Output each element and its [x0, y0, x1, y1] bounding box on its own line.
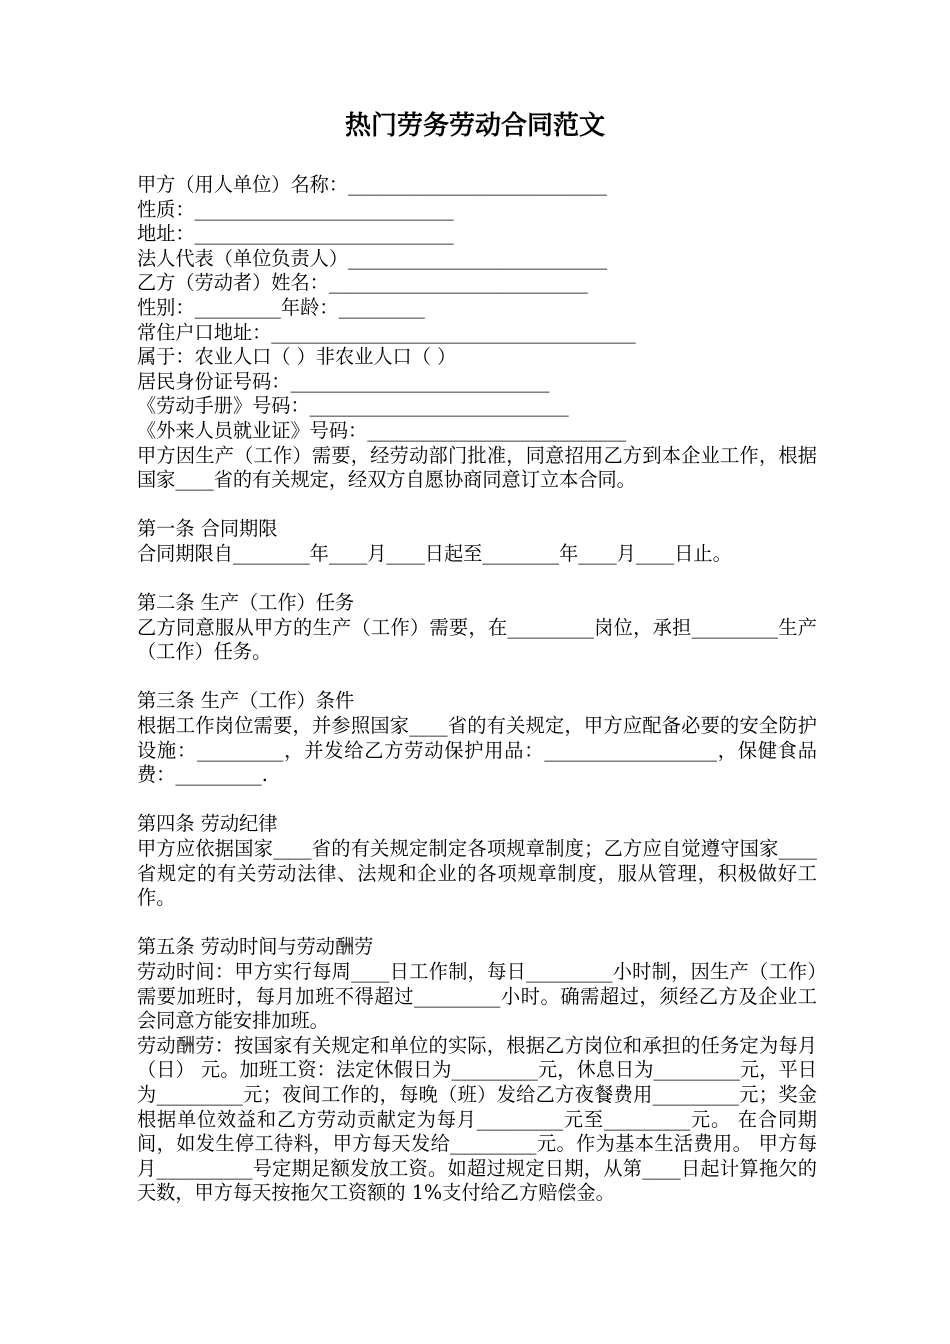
field-employer-name: 甲方（用人单位）名称：___________________________ — [137, 173, 608, 196]
field-labor-handbook-number: 《劳动手册》号码：___________________________ — [137, 394, 569, 418]
article-heading: 第三条 生产（工作）条件 — [137, 689, 355, 713]
article-heading: 第一条 合同期限 — [137, 517, 278, 541]
article-paragraph-working-hours: 劳动时间：甲方实行每周____日工作制，每日_________小时制，因生产（工作）需要加班时，每月加班不得超过_________小时。确需超过，须经乙方及企业工会同意方能安排加班。 — [137, 960, 817, 1033]
article-paragraph: 根据工作岗位需要，并参照国家____省的有关规定，甲方应配备必要的安全防护设施：_________，并发给乙方劳动保护用品：__________________，保健食品费：_________. — [137, 714, 817, 787]
field-residence-address: 常住户口地址：______________________________________ — [137, 320, 636, 344]
article-heading: 第四条 劳动纪律 — [137, 812, 278, 836]
spacer — [137, 665, 817, 690]
article-heading: 第二条 生产（工作）任务 — [137, 591, 355, 615]
field-nature: 性质：___________________________ — [137, 197, 454, 221]
article-5 — [137, 935, 817, 1206]
document-title: 热门劳务劳动合同范文 — [344, 111, 605, 141]
intro-paragraph: 甲方因生产（工作）需要，经劳动部门批准，同意招用乙方到本企业工作，根据国家____省的有关规定，经双方自愿协商同意订立本合同。 — [137, 443, 817, 492]
article-paragraph: 甲方应依据国家____省的有关规定制定各项规章制度；乙方应自觉遵守国家____省规定的有关劳动法律、法规和企业的各项规章制度，服从管理，积极做好工作。 — [137, 837, 817, 910]
field-id-number: 居民身份证号码：___________________________ — [137, 369, 550, 393]
spacer — [137, 911, 817, 936]
header-fields — [137, 173, 817, 444]
field-address: 地址：___________________________ — [137, 222, 454, 246]
field-household-type: 属于：农业人口（ ）非农业人口（ ） — [137, 345, 457, 369]
spacer — [137, 567, 817, 592]
document-body — [137, 173, 817, 1206]
article-4 — [137, 812, 817, 910]
article-paragraph-remuneration: 劳动酬劳：按国家有关规定和单位的实际，根据乙方岗位和承担的任务定为每月（日） 元。加班工资：法定休假日为_________元，休息日为_________元，平日为_________元；夜间工作的，每晚（班）发给乙方夜餐费用_________元；奖金根据单位效益和乙方劳动贡献定为每月_________元至_________元。 在合同期间，如发生停工待料，甲方每天发给_________元。作为基本生活费用。 甲方每月__________号定期足额发放工资。如超过规定日期，从第____日起计算拖欠的天数，甲方每天按拖欠工资额的 1%支付给乙方赔偿金。 — [137, 1033, 817, 1205]
field-gender-age: 性别：_________年龄：_________ — [137, 295, 425, 319]
field-employee-name: 乙方（劳动者）姓名：___________________________ — [137, 271, 588, 295]
article-1 — [137, 517, 817, 566]
article-heading: 第五条 劳动时间与劳动酬劳 — [137, 935, 374, 959]
field-employment-permit-number: 《外来人员就业证》号码：___________________________ — [137, 418, 627, 442]
article-paragraph: 合同期限自________年____月____日起至________年____月____日止。 — [137, 541, 732, 565]
article-3 — [137, 689, 817, 787]
article-2 — [137, 591, 817, 665]
field-legal-representative: 法人代表（单位负责人）___________________________ — [137, 246, 608, 270]
spacer — [137, 788, 817, 813]
spacer — [137, 493, 817, 518]
article-paragraph: 乙方同意服从甲方的生产（工作）需要，在_________岗位，承担_________生产（工作）任务。 — [137, 615, 817, 664]
